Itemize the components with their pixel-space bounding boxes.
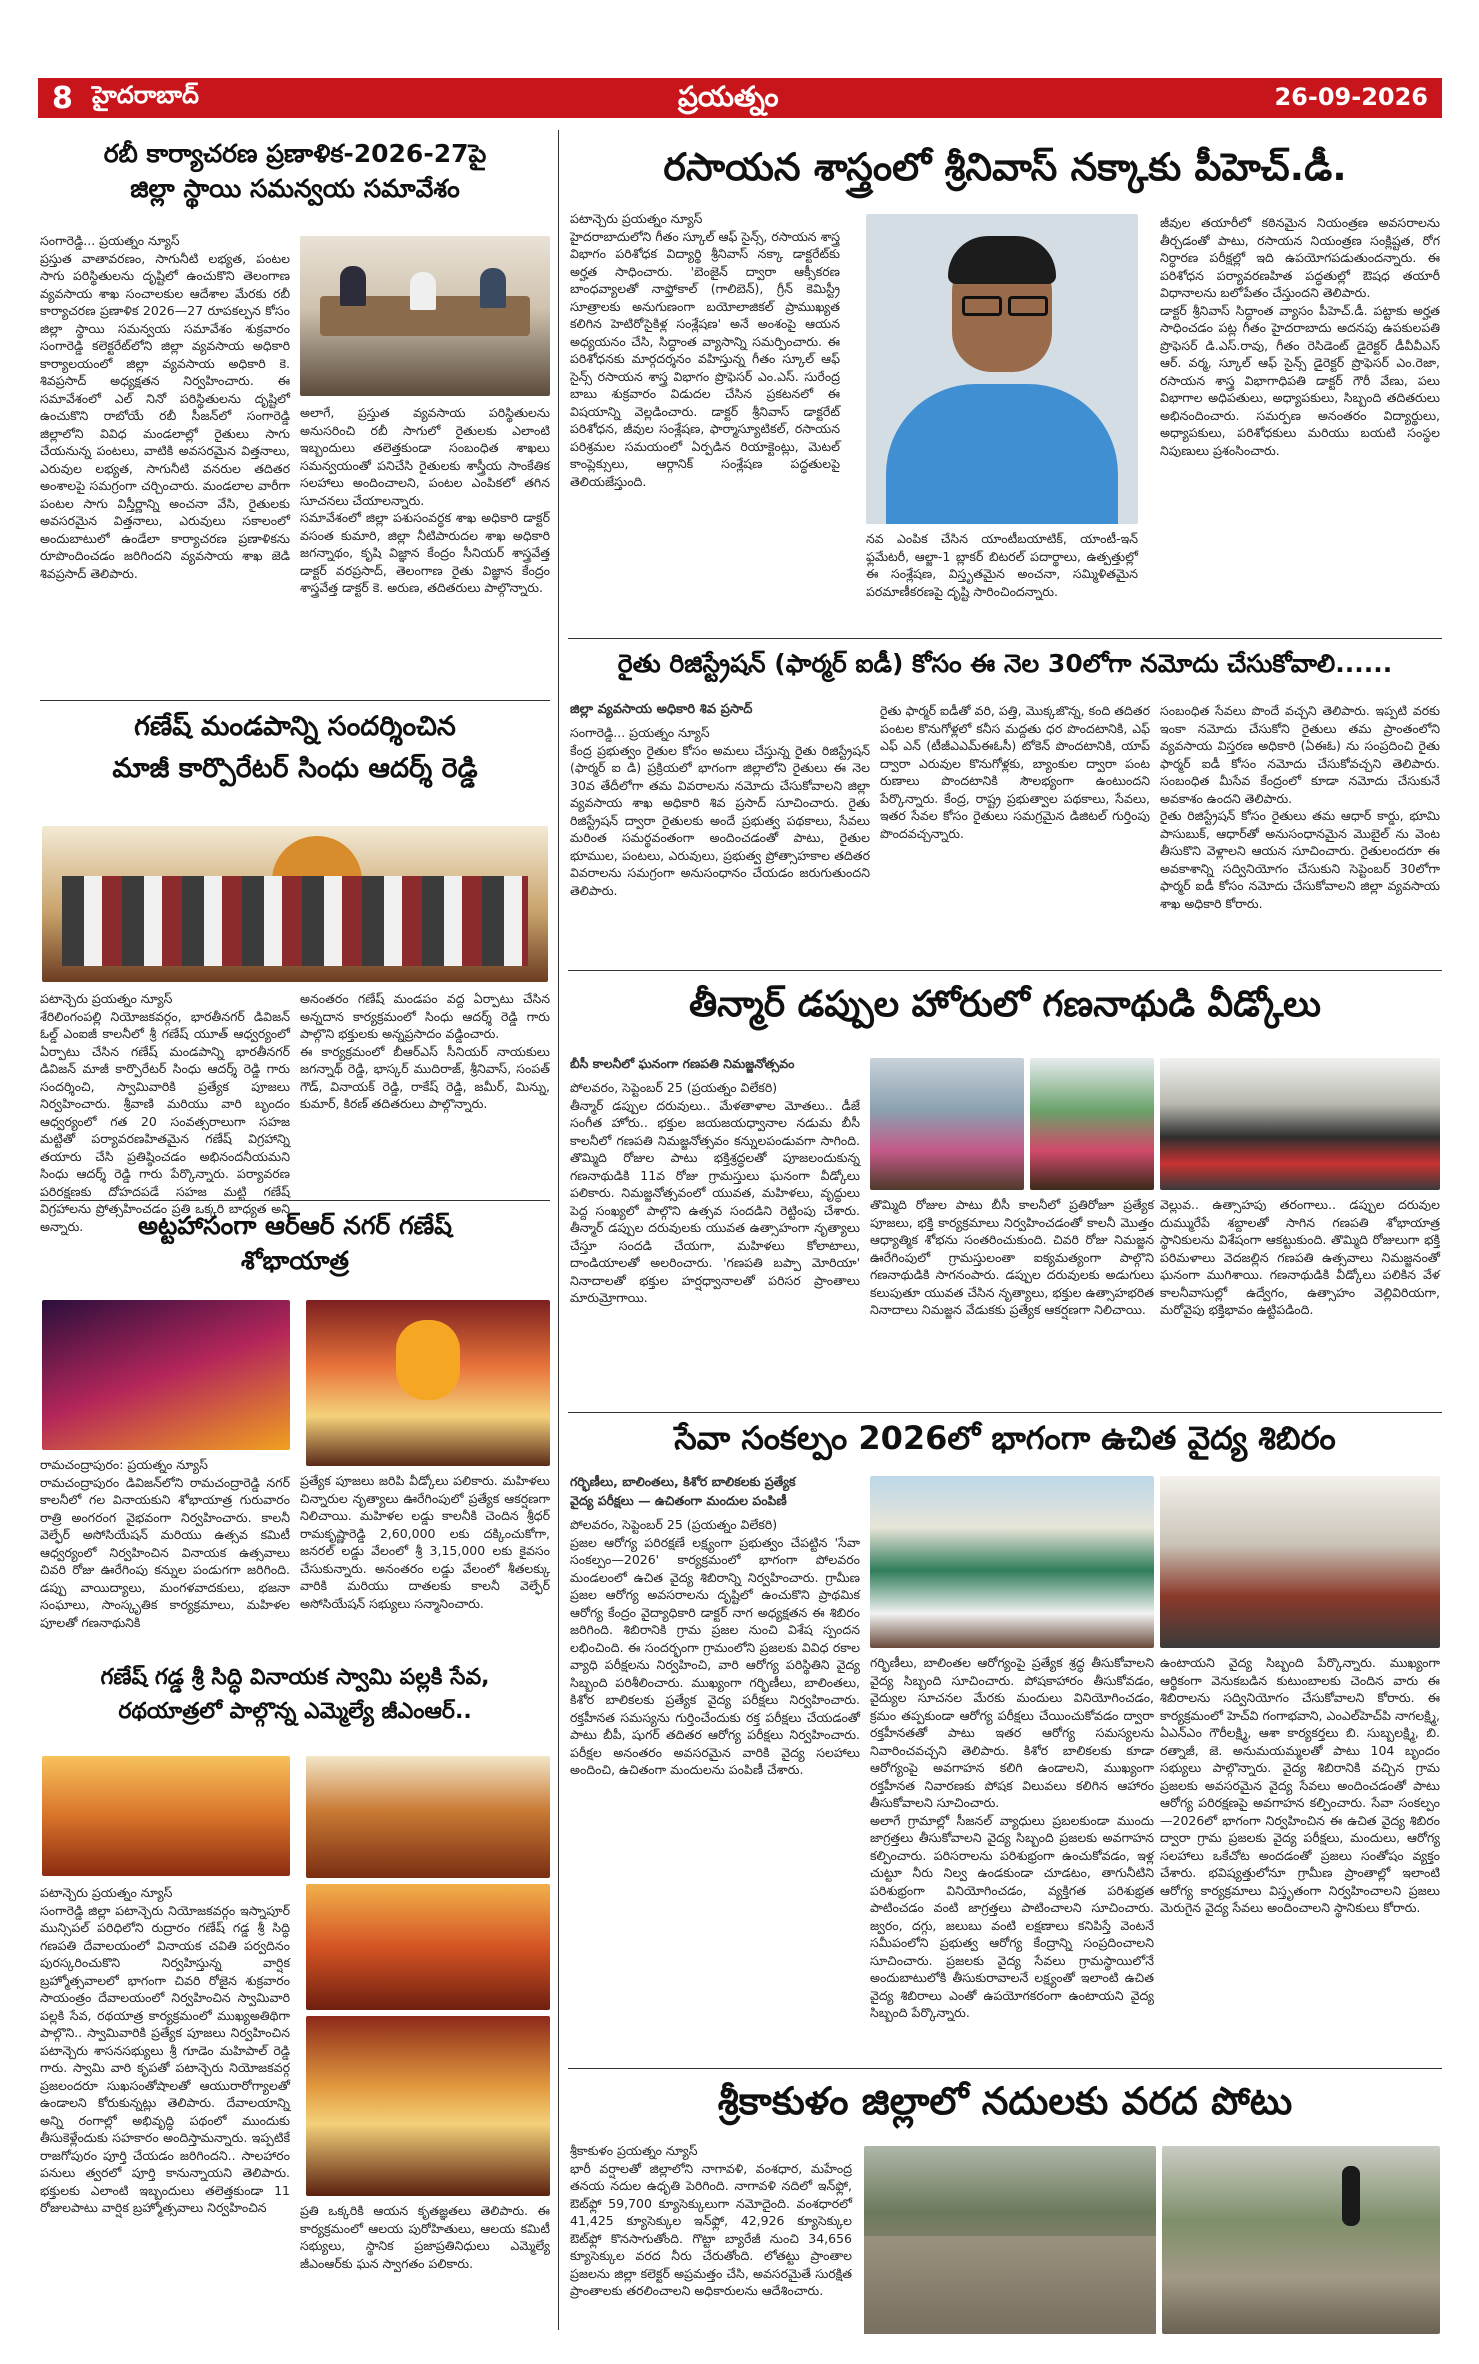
sindhu-para-3: అనంతరం గణేష్ మండపం వద్ద ఏర్పాటు చేసిన అన్నదాన కార్యక్రమంలో సింధు ఆదర్శ్ రెడ్డి గారు పాల్గొని భక్తులకు అన్నప్రసాదం వడ్డించారు. [300, 991, 550, 1041]
teenmar-para-4: వెల్లువ.. ఉత్సాహపు తరంగాలు.. డప్పుల దరువుల దుమ్మురేపే శబ్దాలతో సాగిన గణపతి శోభాయాత్ర స్థానికులను విశేషంగా ఆకట్టుకుంది. తొమ్మిది రోజులుగా భక్తి పరిమళాలు వెదజల్లిన గణపతి ఉత్సవాలు నిమజ్జనంతో ఘనంగా ముగిశాయి. గణనాథుడికి వీడ్కోలు పలికిన వేళ కాలనీవాసుల్లో ఉద్వేగం, ఉత్సాహం వెల్లివిరియగా, మరోవైపు భక్తిభావం ఉట్టిపడింది. [1160, 1197, 1440, 1317]
article-phd [570, 144, 1440, 192]
dateline-sindhu: పటాన్చెరు ప్రయత్నం న్యూస్ [40, 991, 173, 1006]
phd-para-4: డాక్టర్ శ్రీనివాస్ సిద్ధాంత వ్యాసం పీహెచ్.డీ. పట్టాకు అర్హత సాధించడం పట్ల గీతం హైదరాబాదు అదనపు ఉపకులపతి ప్రొఫెసర్ డి.ఎస్.రావు, గీతం రెసిడెంట్ డైరెక్టర్ డీవీవీఎస్ ఆర్. వర్మ, స్కూల్ ఆఫ్ సైన్స్ డైరెక్టర్ ప్రొఫెసర్ ఎం.రెజా, రసాయన శాస్త్ర విభాగాధిపతి డాక్టర్ గౌరీ వేణు, పలు విభాగాల అధిపతులు, అధ్యాపకులు, సిబ్బంది తదితరులు అభినందించారు. సమర్పణ అనంతరం విద్యార్థులు, అధ్యాపకులు, పరిశోధకులు మరియు బయటి సంస్థల నిపుణులు ప్రశంసించారు. [1160, 302, 1440, 458]
photo-mla-3 [306, 2016, 550, 2196]
divider [568, 638, 1442, 639]
seva-col-1 [570, 1474, 860, 2064]
article-farmer [570, 648, 1440, 679]
rabi-para-1: ప్రస్తుత వాతావరణం, సాగునీటి లభ్యత, పంటల సాగు పరిస్థితులను దృష్టిలో ఉంచుకొని తెలంగాణ వ్యవసాయ శాఖ సంచాలకుల ఆదేశాల మేరకు రబీ కార్యాచరణ ప్రణాళిక 2026—27 రూపకల్పన కోసం జిల్లా స్థాయి సమన్వయ సమావేశం శుక్రవారం సంగారెడ్డి కలెక్టరేట్‌లోని జిల్లా వ్యవసాయ అధికారి కార్యాలయంలో జిల్లా వ్యవసాయ అధికారి కె. శివప్రసాద్ అధ్యక్షతన నిర్వహించారు. [40, 250, 290, 388]
city-name: హైదరాబాద్ [92, 81, 199, 109]
article-seva [570, 1418, 1440, 1458]
headline-rr-1: అట్టహాసంగా ఆర్ఆర్ నగర్ గణేష్ [137, 1211, 453, 1240]
article-teenmar [570, 982, 1440, 1027]
rr-col-left [40, 1456, 290, 1656]
farmer-para-1: కేంద్ర ప్రభుత్వం రైతుల కోసం అమలు చేస్తున్న రైతు రిజిస్ట్రేషన్ (ఫార్మర్ ఐ డి) ప్రక్రియలో భాగంగా జిల్లాలోని రైతులు ఈ నెల 30వ తేదీలోగా తమ వివరాలను నమోదు చేసుకోవాలని జిల్లా వ్యవసాయ శాఖ అధికారి శివ ప్రసాద్ సూచించారు. [570, 742, 870, 810]
photo-teenmar-3 [1160, 1058, 1440, 1190]
divider [568, 970, 1442, 971]
teenmar-col-2 [870, 1196, 1154, 1412]
dateline-gadda: పటాన్చెరు ప్రయత్నం న్యూస్ [40, 1885, 173, 1900]
gadda-col-left [40, 1884, 290, 2324]
seva-para-1: ప్రజల ఆరోగ్య పరిరక్షణే లక్ష్యంగా ప్రభుత్వం చేపట్టిన 'సేవా సంకల్పం—2026' కార్యక్రమంలో భాగంగా పోలవరం మండలంలో ఉచిత వైద్య శిబిరాన్ని నిర్వహించారు. గ్రామీణ ప్రజల ఆరోగ్య అవసరాలను దృష్టిలో ఉంచుకొని ప్రాథమిక ఆరోగ్య కేంద్రం వైద్యాధికారి డాక్టర్ నాగ అధ్యక్షతన ఈ శిబిరం జరిగింది. శిబిరానికి గ్రామ ప్రజల నుంచి విశేష స్పందన లభించింది. [570, 1534, 860, 1655]
headline-phd: రసాయన శాస్త్రంలో శ్రీనివాస్ నక్కాకు పీహెచ్.డీ. [663, 145, 1347, 189]
dateline-srikakulam: శ్రీకాకుళం ప్రయత్నం న్యూస్ [570, 2143, 698, 2158]
gadda-para-2: ప్రతి ఒక్కరికి ఆయన కృతజ్ఞతలు తెలిపారు. ఈ కార్యక్రమంలో ఆలయ పురోహితులు, ఆలయ కమిటీ సభ్యులు, స్థానిక ప్రజాప్రతినిధులు ఎమ్మెల్యే జీఎంఆర్‌కు ఘన స్వాగతం పలికారు. [300, 2203, 550, 2271]
phd-para-3: జీవుల తయారీలో కఠినమైన నియంత్రణ అవసరాలను తీర్చడంతో పాటు, రసాయన నియంత్రణ సంక్లిష్టత, రోగ నిర్ధారణ పరీక్షల్లో ఇది ఉపయోగపడుతుందన్నారు. ఈ పరిశోధన పర్యావరణహిత పద్ధతుల్లో ఔషధ తయారీ విధానాలను బలోపేతం చేస్తుందని తెలిపారు. [1160, 215, 1440, 300]
headline-gadda-2: రథయాత్రలో పాల్గొన్న ఎమ్మెల్యే జీఎంఆర్.. [118, 1698, 472, 1724]
farmer-para-5: రైతు రిజిస్ట్రేషన్ కోసం రైతులు తమ ఆధార్ కార్డు, భూమి పాసుబుక్, ఆధార్‌తో అనుసంధానమైన మొబైల్ ను వెంట తీసుకొని వెళ్లాలని ఆయన సూచించారు. రైతులందరూ ఈ అవకాశాన్ని సద్వినియోగం చేసుకుని సెప్టెంబర్ 30లోగా ఫార్మర్ ఐడీ కోసం నమోదు చేసుకోవాలని జిల్లా వ్యవసాయ శాఖ అధికారి కోరారు. [1160, 808, 1440, 911]
article-srikakulam [570, 2078, 1440, 2126]
photo-medical-camp-1 [870, 1476, 1154, 1648]
seva-para-4: గర్భిణీలు, బాలింతల ఆరోగ్యంపై ప్రత్యేక శ్రద్ధ తీసుకోవాలని వైద్య సిబ్బంది సూచించారు. పోషకాహారం తీసుకోవడం, వైద్యుల సూచనల మేరకు మందులు వినియోగించడం, క్రమం తప్పకుండా ఆరోగ్య పరీక్షలు చేయించుకోవడం ద్వారా రక్తహీనతతో పాటు ఇతర ఆరోగ్య సమస్యలను నివారించవచ్చని తెలిపారు. కిశోర బాలికలకు కూడా ఆరోగ్యంపై అవగాహన కలిగి ఉండాలని, ముఖ్యంగా రక్తహీనత నివారణకు పోషక విలువలు కలిగిన ఆహారం తీసుకోవాలని సూచించారు. [870, 1655, 1154, 1810]
divider [40, 1200, 550, 1201]
photo-mla-2 [306, 1884, 550, 2010]
divider [40, 700, 550, 701]
article-rr-nagar [40, 1210, 550, 1277]
rabi-para-2: ఈ సమావేశంలో ఎల్ నినో పరిస్థితులను దృష్టిలో ఉంచుకొని రాబోయే రబీ సీజన్‌లో సంగారెడ్డి జిల్లాలోని వివిధ మండలాల్లో రైతులు సాగు చేయనున్న పంటలు, వాటికి అవసరమైన విత్తనాలు, ఎరువుల లభ్యత, సాగునీటి వనరుల తదితర అంశాలపై సమగ్రంగా చర్చించారు. మండలాల వారీగా పంటల సాగు విస్తీర్ణాన్ని అంచనా వేసి, రైతులకు అవసరమైన విత్తనాలు, ఎరువులు సకాలంలో అందుబాటులో ఉండేలా కార్యాచరణ ప్రణాళికను రూపొందించడం జరిగిందని వ్యవసాయ శాఖ జెడి శివప్రసాద్ తెలిపారు. [40, 373, 290, 581]
farmer-col-2 [880, 702, 1150, 964]
headline-gadda-1: గణేష్ గడ్డ శ్రీ సిద్ధి వినాయక స్వామి పల్లకి సేవ, [100, 1665, 490, 1690]
seva-para-6: ఉంటాయని వైద్య సిబ్బంది పేర్కొన్నారు. ముఖ్యంగా ఆర్థికంగా వెనుకబడిన కుటుంబాలకు చెందిన వారు ఈ శిబిరాలను సద్వినియోగం చేసుకోవాలని కోరారు. ఈ కార్యక్రమంలో హెచ్‌వి గంగాభవాని, ఎంఎల్‌హెచ్‌పి నాగలక్ష్మి, ఏఎన్ఎం గౌరీలక్ష్మి, ఆశా కార్యకర్తలు బి. సుబ్బలక్ష్మి, బి. రత్నాజీ, జె. అనుమయమ్మలతో పాటు 104 బృందం సభ్యులు పాల్గొన్నారు. వైద్య శిబిరానికి వచ్చిన గ్రామ ప్రజలకు అవసరమైన వైద్య సేవలు అందించడంతో పాటు ఆరోగ్య పరిరక్షణపై అవగాహన కల్పించారు. సేవా సంకల్పం—2026లో భాగంగా నిర్వహించిన ఈ ఉచిత వైద్య శిబిరం ద్వారా గ్రామ ప్రజలకు వైద్య పరీక్షలు, మందులు, ఆరోగ్య సలహాలు ఒకేచోట అందడంతో ప్రజలు సంతోషం వ్యక్తం చేశారు. భవిష్యత్తులోనూ గ్రామీణ ప్రాంతాల్లో ఇలాంటి ఆరోగ్య కార్యక్రమాలు విస్తృతంగా నిర్వహించాలని ప్రజలు మెరుగైన వైద్య సేవలు అందించాలని స్థానికులు కోరారు. [1160, 1655, 1440, 1915]
seva-para-2: ఈ సందర్భంగా గ్రామంలోని ప్రజలకు వివిధ రకాల వ్యాధి పరీక్షలను నిర్వహించి, వారి ఆరోగ్య పరిస్థితిని వైద్య సిబ్బంది పరిశీలించారు. ముఖ్యంగా గర్భిణీలు, బాలింతలు, కిశోర బాలికలకు ప్రత్యేక వైద్య పరీక్షలు నిర్వహించారు. [570, 1639, 860, 1707]
photo-flood-2 [1162, 2146, 1440, 2334]
gadda-col-right [300, 2202, 550, 2322]
photo-flood-1 [864, 2146, 1156, 2334]
teenmar-col-1 [570, 1056, 860, 1412]
subhead-seva-1: గర్భిణీలు, బాలింతలు, కిశోర బాలికలకు ప్రత్యేక [570, 1474, 796, 1489]
photo-rr-procession [42, 1300, 290, 1450]
srikakulam-para-1: భారీ వర్షాలతో జిల్లాలోని నాగావళి, వంశధార, మహేంద్ర తనయ నదుల ఉధృతి పెరిగింది. నాగావళి నదిలో ఇన్‌ఫ్లో, ఔట్‌ఫ్లో 59,700 క్యూసెక్కులుగా నమోదైంది. వంశధారలో 41,425 క్యూసెక్కుల ఇన్‌ఫ్లో, 42,926 క్యూసెక్కుల ఔట్‌ఫ్లో కొనసాగుతోంది. గొట్టా బ్యారేజీ నుంచి 34,656 క్యూసెక్కుల వరద నీరు చేరుతోంది. లోతట్టు ప్రాంతాల ప్రజలను జిల్లా కలెక్టర్ అప్రమత్తం చేసి, అవసరమైతే సురక్షిత ప్రాంతాలకు తరలించాలని అధికారులను ఆదేశించారు. [570, 2160, 852, 2298]
rr-para-2: ప్రత్యేక పూజలు జరిపి వీడ్కోలు పలికారు. మహిళలు చిన్నారుల నృత్యాలు ఊరేగింపులో ప్రత్యేక ఆకర్షణగా నిలిచాయి. మహిళల లడ్డు కాలనీకి చెందిన శ్రీధర్ రామకృష్ణారెడ్డి 2,60,000 లకు దక్కించుకోగా, జనరల్ లడ్డు వేలంలో శ్రీ 3,15,000 లకు కైవసం చేసుకున్నారు. అనంతరం లడ్డు వేలంలో శీతలక్కు వారికి మరియు దాతలకు కాలనీ వెల్ఫేర్ అసోసియేషన్ సభ్యులు సన్మానించారు. [300, 1473, 550, 1611]
seva-para-5: అలాగే గ్రామాల్లో సీజనల్ వ్యాధులు ప్రబలకుండా ముందు జాగ్రత్తలు తీసుకోవాలని వైద్య సిబ్బంది ప్రజలకు అవగాహన కల్పించారు. పరిసరాలను పరిశుభ్రంగా ఉంచుకోవడం, ఇళ్ల చుట్టూ నీరు నిల్వ ఉండకుండా చూడటం, తాగునీటిని పరిశుభ్రంగా వినియోగించడం, వ్యక్తిగత పరిశుభ్రత పాటించడం వంటి జాగ్రత్తలు పాటించాలని సూచించారు. జ్వరం, దగ్గు, జలుబు వంటి లక్షణాలు కనిపిస్తే వెంటనే సమీపంలోని ప్రభుత్వ ఆరోగ్య కేంద్రాన్ని సంప్రదించాలని సూచించారు. ప్రజలకు వైద్య సేవలు గ్రామస్థాయిలోనే అందుబాటులోకి తీసుకురావాలనే లక్ష్యంతో ఇలాంటి ఉచిత వైద్య శిబిరాలు ఎంతో ఉపయోగకరంగా ఉంటాయని వైద్య సిబ్బంది పేర్కొన్నారు. [870, 1812, 1154, 2020]
photo-rr-ganesh [306, 1300, 550, 1466]
divider [568, 2068, 1442, 2069]
masthead-bar [38, 78, 1442, 118]
headline-rabi-2: జిల్లా స్థాయి సమన్వయ సమావేశం [130, 174, 460, 204]
phd-col-left [570, 210, 840, 630]
sindhu-para-4: ఈ కార్యక్రమంలో బీఆర్ఎస్ సీనియర్ నాయకులు జగన్నాథ్ రెడ్డి, భాస్కర్ ముదిరాజ్, శ్రీనివాస్, సంపత్ గౌడ్, వినాయక్ రెడ్డి, రాకేష్ రెడ్డి, జమీర్, మిన్ను, కుమార్, కిరణ్ తదితరులు పాల్గొన్నారు. [300, 1043, 550, 1111]
rr-col-right [300, 1472, 550, 1656]
sindhu-col-left [40, 990, 290, 1234]
seva-para-3: రక్తహీనత సమస్యను గుర్తించేందుకు రక్త పరీక్షలు చేయడంతో పాటు బీపీ, షుగర్ తదితర ఆరోగ్య పరీక్షలు నిర్వహించారు. పరీక్షల అనంతరం అవసరమైన వారికి వైద్య సలహాలు అందించి, ఉచితంగా మందులను పంపిణీ చేశారు. [570, 1709, 860, 1777]
page-number: 8 [52, 80, 73, 116]
column-divider [558, 130, 559, 2330]
rabi-col-left [40, 232, 290, 692]
teenmar-para-3: తొమ్మిది రోజుల పాటు బీసీ కాలనీలో ప్రతిరోజూ ప్రత్యేక పూజలు, భక్తి కార్యక్రమాలు నిర్వహించడంతో కాలనీ మొత్తం ఆధ్యాత్మిక శోభను సంతరించుకుంది. చివరి రోజు నిమజ్జన ఊరేగింపులో గ్రామస్తులంతా ఐక్యమత్యంగా పాల్గొని గణనాథుడికి సాగనంపారు. డప్పుల దరువులకు అడుగులు కలుపుతూ యువత చేసిన నృత్యాలు, భక్తుల ఉత్సాహభరిత నినాదాలు నిమజ్జన వేడుకకు ప్రత్యేక ఆకర్షణగా నిలిచాయి. [870, 1197, 1154, 1317]
dateline-teenmar: పోలవరం, సెప్టెంబర్ 25 (ప్రయత్నం విలేకరి) [570, 1080, 778, 1095]
rr-para-1: రామచంద్రాపురం డివిజన్‌లోని రామచంద్రారెడ్డి నగర్ కాలనీలో గల వినాయకుని శోభాయాత్ర గురువారం రాత్రి అంగరంగ వైభవంగా నిర్వహించారు. కాలనీ వెల్ఫేర్ అసోసియేషన్ మరియు ఉత్సవ కమిటీ ఆధ్వర్యంలో నిర్వహించిన వినాయక ఉత్సవాలు చివరి రోజు ఊరేగింపు కన్నుల పండుగగా జరిగింది. డప్పు వాయిద్యాలు, మంగళవాదకులు, భజనా సంఘాలు, సాంస్కృతిక కార్యక్రమాలు, మహిళల పూలతో గణనాథునికి [40, 1474, 290, 1630]
headline-srikakulam: శ్రీకాకుళం జిల్లాలో నదులకు వరద పోటు [717, 2079, 1293, 2123]
phd-caption: నవ ఎంపిక చేసిన యాంటీబయాటిక్, యాంటీ-ఇన్ ఫ్లమేటరీ, ఆల్జా-1 బ్లాకర్ బిటరల్ పదార్థాలు, ఉత్పత్తుల్లో ఈ సంశ్లేషణ, విస్తృతమైన అంచనా, సమ్మిళితమైన పరమాణీకరణపై దృష్టి సారించిందన్నారు. [866, 531, 1138, 599]
divider [568, 1412, 1442, 1413]
gadda-para-1: సంగారెడ్డి జిల్లా పటాన్చెరు నియోజకవర్గం ఇస్నాపూర్ మున్సిపల్ పరిధిలోని రుద్రారం గణేష్ గడ్డ శ్రీ సిద్ధి గణపతి దేవాలయంలో వినాయక చవితి పర్వదినం పురస్కరించుకొని నిర్వహిస్తున్న వార్షిక బ్రహ్మోత్సవాలలో భాగంగా చివరి రోజైన శుక్రవారం సాయంత్రం దేవాలయంలో నిర్వహించిన స్వామివారి పల్లకి సేవ, రథయాత్ర కార్యక్రమంలో ముఖ్యఅతిథిగా పాల్గొని.. స్వామివారికి ప్రత్యేక పూజలు నిర్వహించిన పటాన్చెరు శాసనసభ్యులు శ్రీ గూడెం మహిపాల్ రెడ్డి గారు. స్వామి వారి కృపతో పటాన్చెరు నియోజకవర్గ ప్రజలందరూ సుఖసంతోషాలతో ఆయురారోగ్యాలతో ఉండాలని కోరుకున్నట్లు తెలిపారు. దేవాలయాన్ని అన్ని రంగాల్లో అభివృద్ధి పథంలో ముందుకు తీసుకెళ్లేందుకు సహకారం అందిస్తామన్నారు. ఇప్పటికే రాజగోపురం పూర్తి చేయడం జరిగిందని.. సాలహారం పనులు త్వరలో పూర్తి కానున్నాయని తెలిపారు. భక్తులకు ఎలాంటి ఇబ్బందులు తలెత్తకుండా 11 రోజులపాటు వార్షిక బ్రహ్మోత్సవాలు నిర్వహించిన [40, 1902, 290, 2215]
sindhu-para-2: శ్రీవాణి మరియు వారి బృందం ఆధ్వర్యంలో గత 20 సంవత్సరాలుగా సహజ మట్టితో పర్యావరణహితమైన గణేష్ విగ్రహాన్ని తయారు చేసి ప్రతిష్ఠించడం అభినందనీయమని సింధు ఆదర్శ్ రెడ్డి గారు పేర్కొన్నారు. పర్యావరణ పరిరక్షణకు దోహదపడే సహజ మట్టి గణేష్ విగ్రహాలను ప్రోత్సహించడం ప్రతి ఒక్కరి బాధ్యత అని అన్నారు. [40, 1096, 290, 1234]
sindhu-para-1: శేరిలింగంపల్లి నియోజకవర్గం, భారతీనగర్ డివిజన్ ఓల్డ్ ఎంఐజీ కాలనీలో శ్రీ గణేష్ యూత్ ఆధ్వర్యంలో ఏర్పాటు చేసిన గణేష్ మండపాన్ని భారతీనగర్ డివిజన్ మాజీ కార్పొరేటర్ సింధు ఆదర్శ్ రెడ్డి గారు సందర్శించి, స్వామివారికి ప్రత్యేక పూజలు నిర్వహించారు. [40, 1008, 290, 1111]
headline-seva: సేవా సంకల్పం 2026లో భాగంగా ఉచిత వైద్య శిబిరం [674, 1419, 1336, 1457]
headline-rr-2: శోభాయాత్ర [241, 1246, 349, 1276]
teenmar-col-3 [1160, 1196, 1440, 1412]
farmer-para-4: సంబంధిత సేవలు పొందే వచ్చని తెలిపారు. ఇప్పటి వరకు ఇంకా నమోదు చేసుకోని రైతులు తమ ప్రాంతంలోని వ్యవసాయ విస్తరణ అధికారి (ఏఈఓ) ను సంప్రదించి రైతు ఫార్మర్ ఐడీ కోసం నమోదు చేసుకోవచ్చని తెలిపారు. సంబంధిత మీసేవ కేంద్రంలో కూడా నమోదు చేసుకునే అవకాశం ఉందని తెలిపారు. [1160, 703, 1440, 806]
photo-mla-1 [306, 1756, 550, 1878]
phd-para-1: హైదరాబాదులోని గీతం స్కూల్ ఆఫ్ సైన్స్, రసాయన శాస్త్ర విభాగం పరిశోధక విద్యార్థి శ్రీనివాస్ నక్కా డాక్టరేట్‌కు అర్హత సాధించారు. 'బెంజైన్ ద్వారా ఆక్సీకరణ బాంధవ్యాలతో నాఫ్తోకాల్ (గాలిబెన్), గ్రీన్ కెమిస్ట్రీ సూత్రాలకు అనుగుణంగా బయోలాజికల్ ప్రాముఖ్యత కలిగిన హెటిరోసైకిళ్ల సంశ్లేషణ' అనే అంశంపై ఆయన అధ్యయనం చేసి, సిద్ధాంత వ్యాసాన్ని సమర్పించారు. ఈ పరిశోధనకు మార్గదర్శనం వహిస్తున్న గీతం స్కూల్ ఆఫ్ సైన్స్ రసాయన శాస్త్ర విభాగం ప్రొఫెసర్ ఎం.ఎస్. సురేంద్ర బాబు శుక్రవారం విడుదల చేసిన ప్రకటనలో ఈ విషయాన్ని వెల్లడించారు. [570, 228, 840, 419]
article-rabi [40, 138, 550, 205]
article-gaddapotharam [40, 1664, 550, 1725]
farmer-col-1 [570, 702, 870, 964]
headline-sindhu-2: మాజీ కార్పొరేటర్ సింధు ఆదర్శ్ రెడ్డి [112, 752, 478, 784]
headline-teenmar: తీన్మార్ డప్పుల హోరులో గణనాథుడి వీడ్కోలు [689, 984, 1321, 1025]
phd-para-2: డాక్టర్ శ్రీనివాస్ డాక్టరేట్ పరిశోధన, జీవుల సంశ్లేషణ, ఫార్మాస్యూటికల్, రసాయన పరిశ్రమల సమయంలో ఏర్పడిన రియాక్టెంట్లు, మెటల్ కాంప్లెక్సులు, ఆర్గానిక్ సంశ్లేషణ పద్ధతులపై తెలియజేస్తుంది. [570, 403, 840, 489]
photo-ganesh-mandapam [42, 826, 548, 982]
rabi-col-right [300, 404, 550, 694]
headline-sindhu-1: గణేష్ మండపాన్ని సందర్శించిన [134, 711, 456, 742]
dateline-phd: పటాన్చెరు ప్రయత్నం న్యూస్ [570, 211, 703, 226]
photo-rabi-meeting [300, 236, 550, 396]
subhead-teenmar: బీసీ కాలనీలో ఘనంగా గణపతి నిమజ్జనోత్సవం [570, 1056, 795, 1071]
issue-date: 26-09-2026 [1274, 83, 1428, 111]
article-ganesh-sindhu [40, 710, 550, 786]
photo-teenmar-2 [1030, 1058, 1154, 1190]
rabi-para-4: సమావేశంలో జిల్లా పశుసంవర్ధక శాఖ అధికారి డాక్టర్ వసంత కుమారి, జిల్లా నీటిపారుదల శాఖ అధికారి జగన్నాథం, కృషి విజ్ఞాన కేంద్రం సీనియర్ శాస్త్రవేత్త డాక్టర్ వరప్రసాద్, తెలంగాణ రైతు విజ్ఞాన కేంద్రం శాస్త్రవేత్త డాక్టర్ కె. అరుణ, తదితరులు పాల్గొన్నారు. [300, 510, 550, 595]
teenmar-para-1: తీన్మార్ డప్పుల దరువులు.. మేళతాళాల మోతలు.. డీజే సంగీత హోరు.. భక్తుల జయజయధ్వానాల నడుమ బీసీ కాలనీలో గణపతి నిమజ్జనోత్సవం కన్నులపండువగా సాగింది. తొమ్మిది రోజుల పాటు భక్తిశ్రద్ధలతో పూజలందుకున్న గణనాథుడికి 11వ రోజు గ్రామస్తులు ఘనంగా వీడ్కోలు పలికారు. [570, 1097, 860, 1200]
photo-pallaki-seva [42, 1756, 290, 1876]
photo-teenmar-1 [870, 1058, 1024, 1190]
phd-caption-box [866, 530, 1138, 630]
rabi-para-3: అలాగే, ప్రస్తుత వ్యవసాయ పరిస్థితులను అనుసరించి రబీ సాగులో రైతులకు ఎలాంటి ఇబ్బందులు తలెత్తకుండా సంబంధిత శాఖలు సమన్వయంతో పనిచేసి రైతులకు శాస్త్రీయ సాంకేతిక సలహాలు అందించాలని, పంటల ఎంపికలో తగిన సూచనలు చేయాలన్నారు. [300, 405, 550, 508]
farmer-para-2: రైతు రిజిస్ట్రేషన్ ద్వారా రైతులకు అందే ప్రభుత్వ పథకాలు, సేవలు మరింత సమర్థవంతంగా అందించడంతో పాటు, రైతుల భూముల, పంటలు, ఎరువులు, ప్రభుత్వ ప్రోత్సాహకాల తదితర వివరాలను సమగ్రంగా అనుసంధానం చేయడం జరుగుతుందని తెలిపారు. [570, 795, 870, 898]
dateline-rabi: సంగారెడ్డి... ప్రయత్నం న్యూస్ [40, 233, 180, 248]
seva-col-3 [1160, 1654, 1440, 2064]
subhead-farmer: జిల్లా వ్యవసాయ అధికారి శివ ప్రసాద్ [570, 702, 753, 717]
farmer-col-3 [1160, 702, 1440, 964]
headline-rabi-1: రబీ కార్యాచరణ ప్రణాళిక-2026-27పై [103, 139, 487, 168]
newspaper-brand: ప్రయత్నం [678, 80, 779, 113]
srikakulam-col-1 [570, 2142, 852, 2332]
sindhu-col-right [300, 990, 550, 1190]
headline-farmer: రైతు రిజిస్ట్రేషన్ (ఫార్మర్ ఐడీ) కోసం ఈ నెల 30లోగా నమోదు చేసుకోవాలి...... [617, 649, 1393, 678]
seva-col-2 [870, 1654, 1154, 2064]
photo-srinivas-portrait [866, 214, 1138, 524]
dateline-rr: రామచంద్రాపురం: ప్రయత్నం న్యూస్ [40, 1457, 208, 1472]
subhead-seva-2: వైద్య పరీక్షలు — ఉచితంగా మందుల పంపిణీ [570, 1493, 787, 1508]
teenmar-para-2: నిమజ్జనోత్సవంలో యువత, మహిళలు, వృద్ధులు పెద్ద సంఖ్యలో పాల్గొని ఉత్సవ సందడిని రెట్టింపు చేశారు. తీన్మార్ డప్పుల దరువులకు యువత ఉత్సాహంగా నృత్యాలు చేస్తూ సందడి చేయగా, మహిళలు కోలాటాలు, దాండియాలతో అలరించారు. 'గణపతి బప్పా మోరియా' నినాదాలతో భక్తుల హర్షధ్వానాలతో పరిసర ప్రాంతాలు మారుమ్రోగాయి. [570, 1185, 860, 1305]
dateline-seva: పోలవరం, సెప్టెంబర్ 25 (ప్రయత్నం విలేకరి) [570, 1517, 778, 1532]
dateline-farmer: సంగారెడ్డి... ప్రయత్నం న్యూస్ [570, 725, 710, 740]
photo-medical-camp-2 [1160, 1476, 1440, 1648]
farmer-para-3: రైతు ఫార్మర్ ఐడీతో వరి, పత్తి, మొక్కజొన్న, కంది తదితర పంటల కొనుగోళ్లలో కనీస మద్దతు ధర పొందటానికి, ఎఫ్ ఎఫ్ ఎన్ (టీజీఎఎమ్‌ఈఓసీ) టోకెన్ పొందటానికి, యాప్ ద్వారా ఎరువుల కొనుగోళ్లకు, బ్యాంకుల ద్వారా పంట రుణాలు పొందటానికి సౌలభ్యంగా ఉంటుందని పేర్కొన్నారు. కేంద్ర, రాష్ట్ర ప్రభుత్వాల పథకాలు, సేవలు, ఇతర సేవల కోసం రైతులు సమగ్రమైన డిజిటల్ గుర్తింపు పొందవచ్చన్నారు. [880, 703, 1150, 841]
phd-col-right [1160, 214, 1440, 630]
